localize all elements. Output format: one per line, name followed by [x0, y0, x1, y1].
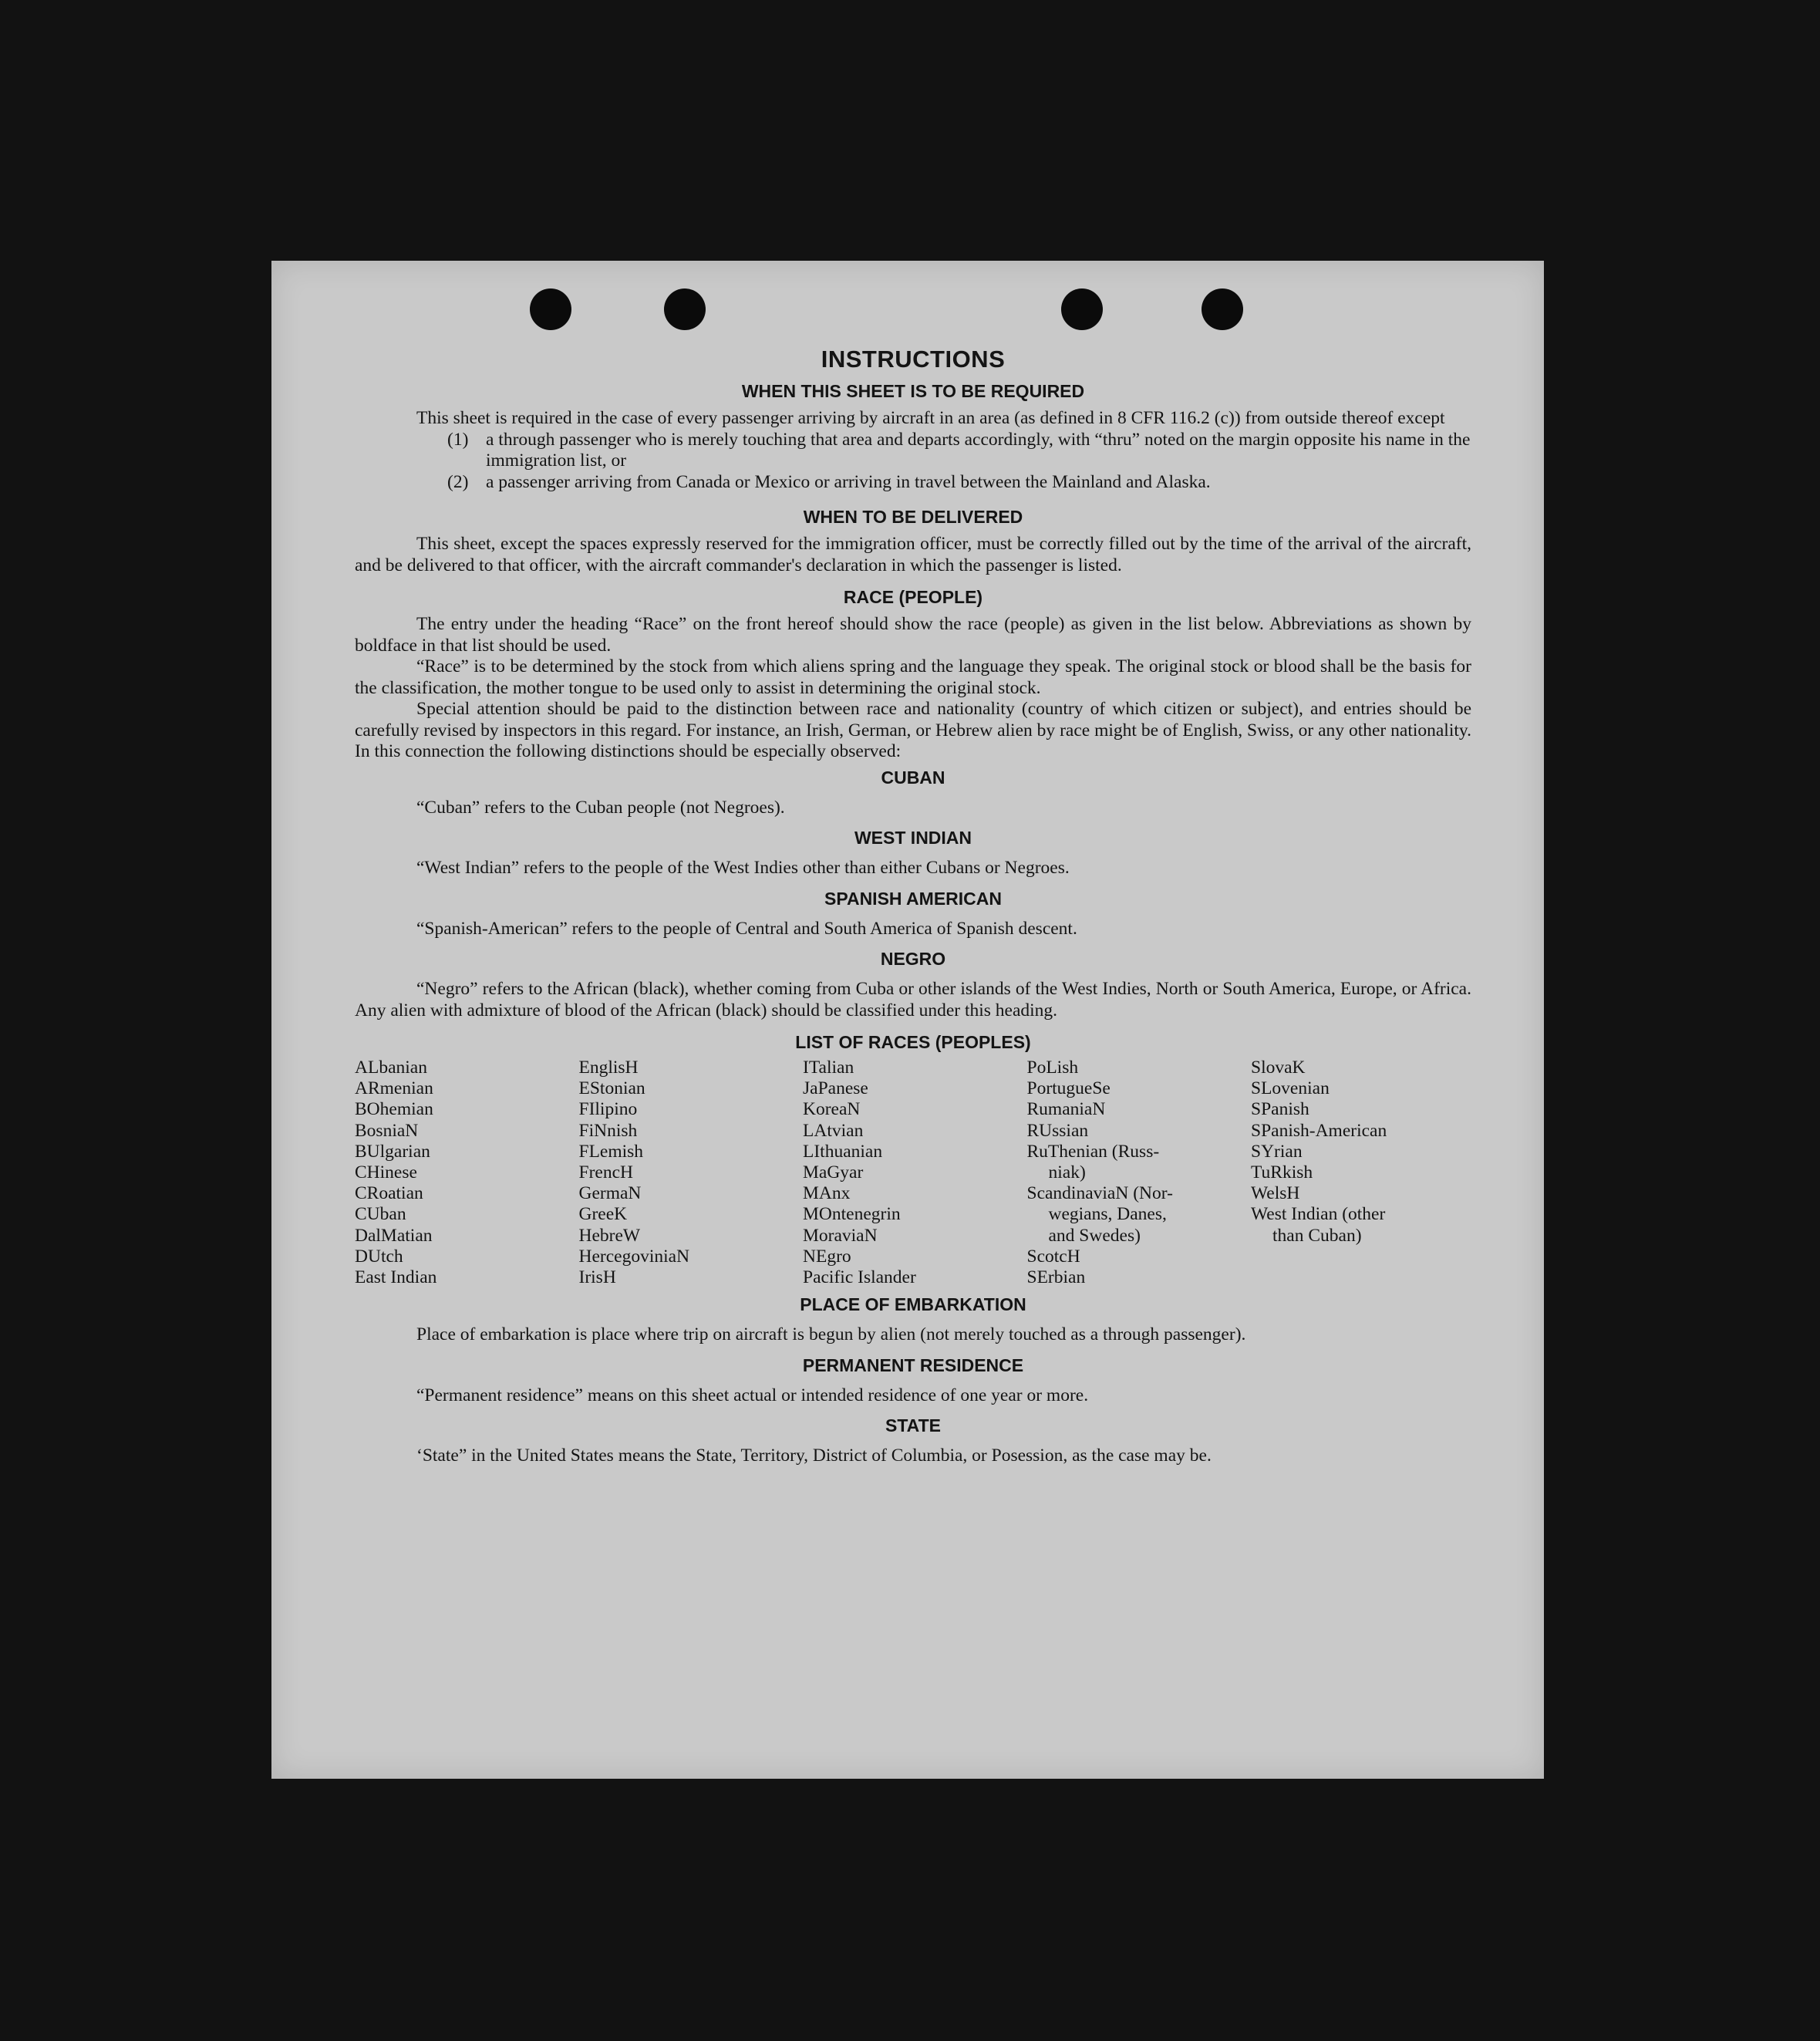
list-item: niak): [1048, 1162, 1086, 1183]
state-text: ‘State” in the United States means the State, Territory, District of Columbia, or Posession, as the case may be.: [416, 1446, 1212, 1466]
list-item: and Swedes): [1048, 1225, 1141, 1246]
list-item: FrencH: [578, 1162, 633, 1183]
list-item: TuRkish: [1251, 1162, 1313, 1183]
races-column-3: [803, 1058, 1023, 1288]
list-item: KoreaN: [803, 1099, 861, 1120]
west-indian-text: “West Indian” refers to the people of the West Indies other than either Cubans or Negroes.: [416, 858, 1070, 878]
list-item: PortugueSe: [1026, 1078, 1111, 1099]
races-column-4: [1027, 1058, 1248, 1288]
list-item: CUban: [355, 1204, 406, 1225]
list-item: SYrian: [1251, 1141, 1303, 1162]
list-item: DUtch: [355, 1246, 403, 1267]
punch-hole-4: [1202, 288, 1243, 330]
list-item: MAnx: [803, 1183, 851, 1204]
races-column-1: [355, 1058, 575, 1288]
list-item: PoLish: [1026, 1058, 1079, 1078]
list-item: (2) a passenger arriving from Canada or Mexico or arriving in travel between the Mainland and Alaska.: [447, 471, 1211, 492]
heading-spanish-american: SPANISH AMERICAN: [824, 888, 1002, 909]
list-item: East Indian: [355, 1267, 437, 1288]
list-item: ScandinaviaN (Nor-: [1026, 1183, 1173, 1204]
page-title: INSTRUCTIONS: [821, 346, 1006, 373]
list-item: CRoatian: [355, 1183, 423, 1204]
list-item: SLovenian: [1251, 1078, 1330, 1099]
list-item: West Indian (other: [1251, 1204, 1386, 1225]
list-item: FiNnish: [578, 1120, 638, 1141]
heading-embarkation: PLACE OF EMBARKATION: [800, 1294, 1026, 1315]
list-item: EStonian: [578, 1078, 645, 1099]
list-item: CHinese: [355, 1162, 417, 1183]
list-item: SErbian: [1026, 1267, 1086, 1288]
list-item: FIlipino: [578, 1099, 638, 1120]
list-item: RuThenian (Russ-: [1026, 1141, 1160, 1162]
cuban-text: “Cuban” refers to the Cuban people (not Negroes).: [416, 797, 785, 818]
race-paragraph-1: The entry under the heading “Race” on the front hereof should show the race (people) as given in the list below. Abbreviations as shown by boldface in that list should be used.: [355, 614, 1471, 656]
list-item: wegians, Danes,: [1048, 1204, 1167, 1225]
negro-text: “Negro” refers to the African (black), whether coming from Cuba or other islands of the West Indies, North or South America, Europe, or Africa. Any alien with admixture of blood of the African (black) should be classified under this heading.: [355, 979, 1471, 1020]
list-item: ARmenian: [355, 1078, 433, 1099]
heading-cuban: CUBAN: [881, 767, 945, 788]
race-paragraph-2: “Race” is to be determined by the stock from which aliens spring and the language they speak. The original stock or blood shall be the basis for the classification, the mother tongue to be used only to assist in determining the original stock.: [355, 656, 1471, 698]
list-item: BOhemian: [355, 1099, 433, 1120]
when-delivered-text: This sheet, except the spaces expressly reserved for the immigration officer, must be correctly filled out by the time of the arrival of the aircraft, and be delivered to that officer, with the aircraft commander's declaration in which the passenger is listed.: [355, 534, 1471, 575]
list-item: SlovaK: [1251, 1058, 1306, 1078]
embarkation-text: Place of embarkation is place where trip on aircraft is begun by alien (not merely touched as a through passenger).: [416, 1324, 1246, 1345]
list-item: BUlgarian: [355, 1141, 430, 1162]
list-item: GermaN: [578, 1183, 642, 1204]
list-item: HercegoviniaN: [578, 1246, 690, 1267]
list-item: LIthuanian: [803, 1141, 883, 1162]
list-item: JaPanese: [803, 1078, 868, 1099]
heading-when-delivered: WHEN TO BE DELIVERED: [803, 507, 1023, 527]
spanish-american-text: “Spanish-American” refers to the people of Central and South America of Spanish descent.: [416, 918, 1077, 939]
list-item: FLemish: [578, 1141, 644, 1162]
list-item: NEgro: [803, 1246, 851, 1267]
document-content: [355, 346, 1471, 1467]
heading-list-of-races: LIST OF RACES (PEOPLES): [795, 1032, 1031, 1052]
list-item: ALbanian: [355, 1058, 427, 1078]
heading-permanent-residence: PERMANENT RESIDENCE: [802, 1354, 1024, 1375]
list-item: RUssian: [1026, 1120, 1089, 1141]
heading-when-required: WHEN THIS SHEET IS TO BE REQUIRED: [741, 381, 1085, 401]
list-item: WelsH: [1251, 1183, 1300, 1204]
list-item: Pacific Islander: [803, 1267, 916, 1288]
list-item: IrisH: [578, 1267, 616, 1288]
when-required-intro: This sheet is required in the case of every passenger arriving by aircraft in an area (as defined in 8 CFR 116.2 (c)) from outside thereof except: [416, 408, 1445, 428]
list-item: RumaniaN: [1026, 1099, 1106, 1120]
list-item: BosniaN: [355, 1120, 419, 1141]
list-item: MoraviaN: [803, 1225, 878, 1246]
list-item: (1) a through passenger who is merely touching that area and departs accordingly, with “thru” noted on the margin opposite his name in the immigration list, or: [447, 429, 1471, 471]
list-item: ITalian: [803, 1058, 854, 1078]
races-column-2: [579, 1058, 800, 1288]
list-item: GreeK: [578, 1204, 628, 1225]
heading-state: STATE: [885, 1415, 941, 1436]
punch-hole-1: [530, 288, 571, 330]
punch-hole-2: [664, 288, 706, 330]
exceptions-list: [355, 430, 1471, 494]
list-item: ScotcH: [1026, 1246, 1080, 1267]
permanent-residence-text: “Permanent residence” means on this sheet actual or intended residence of one year or more.: [416, 1385, 1089, 1405]
list-item: SPanish-American: [1251, 1120, 1387, 1141]
punch-hole-3: [1061, 288, 1103, 330]
list-item: HebreW: [578, 1225, 641, 1246]
race-paragraph-3: Special attention should be paid to the distinction between race and nationality (country of which citizen or subject), and entries should be carefully revised by inspectors in this regard. For instance, an Irish, German, or Hebrew alien by race might be of English, Swiss, or any other nationality. In this connection the following distinctions should be especially observed:: [355, 699, 1471, 761]
list-item: MOntenegrin: [803, 1204, 901, 1225]
list-item: DalMatian: [355, 1225, 433, 1246]
heading-negro: NEGRO: [880, 949, 946, 969]
heading-race: RACE (PEOPLE): [843, 587, 983, 607]
heading-west-indian: WEST INDIAN: [854, 828, 972, 848]
races-table: [355, 1058, 1471, 1288]
races-column-5: [1251, 1058, 1471, 1288]
list-item: LAtvian: [803, 1120, 864, 1141]
list-item: EnglisH: [578, 1058, 639, 1078]
document-sheet: [271, 261, 1544, 1779]
list-item: SPanish: [1251, 1099, 1309, 1120]
list-item: than Cuban): [1272, 1225, 1362, 1246]
list-item: MaGyar: [803, 1162, 864, 1183]
